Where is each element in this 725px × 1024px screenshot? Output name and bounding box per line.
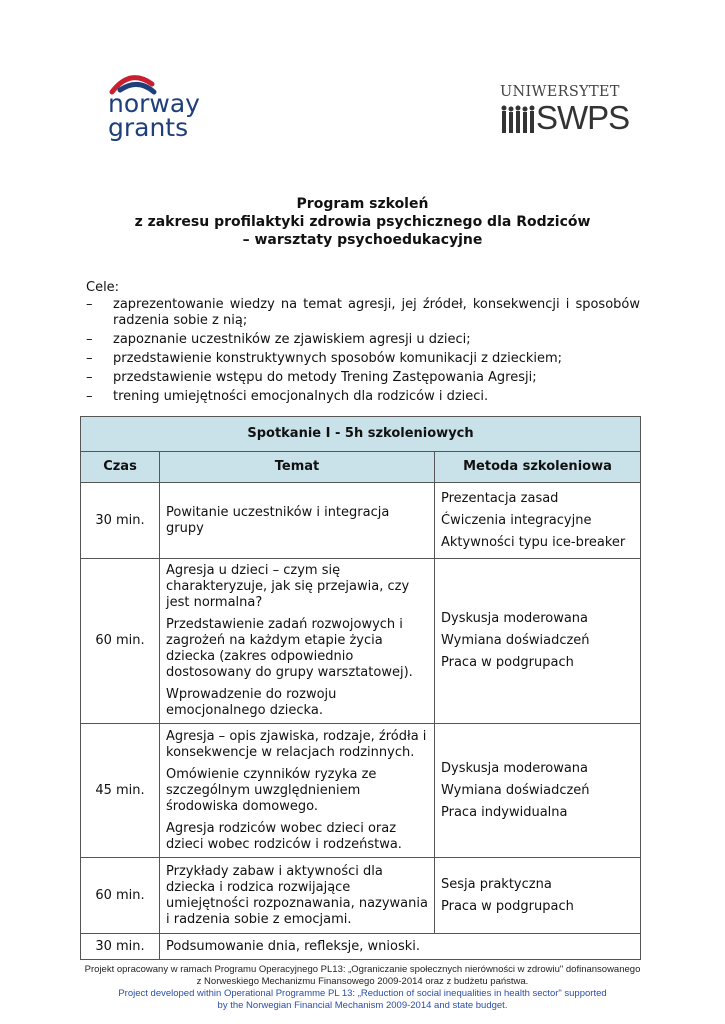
table-row xyxy=(81,483,641,559)
czas-cell: 60 min. xyxy=(81,858,160,934)
metoda-cell: Dyskusja moderowana Wymiana doświadczeń Praca indywidualna xyxy=(435,724,641,858)
goals-list xyxy=(86,297,640,408)
footer-pl-line2: z Norweskiego Mechanizmu Finansowego 2009-2014 oraz z budżetu państwa. xyxy=(196,976,529,987)
title-line1: Program szkoleń xyxy=(296,196,429,212)
header-czas: Czas xyxy=(81,452,160,483)
goals-label: Cele: xyxy=(86,280,120,295)
temat-cell: Przykłady zabaw i aktywności dla dziecka i rodzica rozwijające umiejętności rozpoznawania, nazywania i radzenia sobie z emocjami. xyxy=(160,858,435,934)
goal-item: – trening umiejętności emocjonalnych dla rodziców i dzieci. xyxy=(86,389,489,404)
metoda-cell: Dyskusja moderowana Wymiana doświadczeń Praca w podgrupach xyxy=(435,559,641,724)
temat-cell: Podsumowanie dnia, refleksje, wnioski. xyxy=(160,934,641,960)
temat-cell: Agresja u dzieci – czym się charakteryzuje, jak się przejawia, czy jest normalna? Przedstawienie zadań rozwojowych i zagrożeń na każdym etapie życia dziecka (zakres odpowiednio dostosowany do grupy warsztatowej). Wprowadzenie do rozwoju emocjonalnego dziecka. xyxy=(160,559,435,724)
footer-en-line1: Project developed within Operational Programme PL 13: „Reduction of social inequalities in health sector" supported xyxy=(118,988,607,999)
table-row xyxy=(81,724,641,858)
document-title xyxy=(0,195,725,249)
table-row xyxy=(81,858,641,934)
table-row xyxy=(81,934,641,960)
goal-item: – przedstawienie konstruktywnych sposobów komunikacji z dzieckiem; xyxy=(86,351,563,366)
table-row xyxy=(81,559,641,724)
header-temat: Temat xyxy=(160,452,435,483)
swps-logo xyxy=(498,84,638,136)
header-metoda: Metoda szkoleniowa xyxy=(435,452,641,483)
footer-en-line2: by the Norwegian Financial Mechanism 2009-2014 and state budget. xyxy=(217,1000,508,1011)
session-title: Spotkanie I - 5h szkoleniowych xyxy=(81,417,641,452)
czas-cell: 30 min. xyxy=(81,934,160,960)
footer-pl-line1: Projekt opracowany w ramach Programu Operacyjnego PL13: „Ograniczanie społecznych nierówności w zdrowiu" dofinansowanego xyxy=(84,964,641,975)
czas-cell: 45 min. xyxy=(81,724,160,858)
swps-logo-line1: UNIWERSYTET xyxy=(500,84,620,100)
title-line2: z zakresu profilaktyki zdrowia psychicznego dla Rodziców xyxy=(134,214,591,230)
goal-item: – przedstawienie wstępu do metody Trening Zastępowania Agresji; xyxy=(86,370,537,385)
title-line3: – warsztaty psychoedukacyjne xyxy=(242,232,483,248)
czas-cell: 60 min. xyxy=(81,559,160,724)
goal-item: – zapoznanie uczestników ze zjawiskiem agresji u dzieci; xyxy=(86,332,471,347)
swps-logo-line2: SWPS xyxy=(536,99,630,136)
metoda-cell: Sesja praktyczna Praca w podgrupach xyxy=(435,858,641,934)
czas-cell: 30 min. xyxy=(81,483,160,559)
norway-grants-line1: norway xyxy=(108,89,200,118)
metoda-cell: Prezentacja zasad Ćwiczenia integracyjne Aktywności typu ice-breaker xyxy=(435,483,641,559)
norway-grants-line2: grants xyxy=(108,113,189,142)
temat-cell: Powitanie uczestników i integracja grupy xyxy=(160,483,435,559)
program-table xyxy=(80,416,641,960)
norway-grants-logo xyxy=(108,70,218,150)
temat-cell: Agresja – opis zjawiska, rodzaje, źródła i konsekwencje w relacjach rodzinnych. Omówienie czynników ryzyka ze szczególnym uwzględnieniem środowiska domowego. Agresja rodziców wobec dzieci oraz dzieci wobec rodziców i rodzeństwa. xyxy=(160,724,435,858)
people-silhouettes-icon xyxy=(500,104,536,134)
goal-item: – zaprezentowanie wiedzy na temat agresji, jej źródeł, konsekwencji i sposobów radzenia sobie z nią; xyxy=(86,297,640,328)
footer xyxy=(0,964,725,1012)
